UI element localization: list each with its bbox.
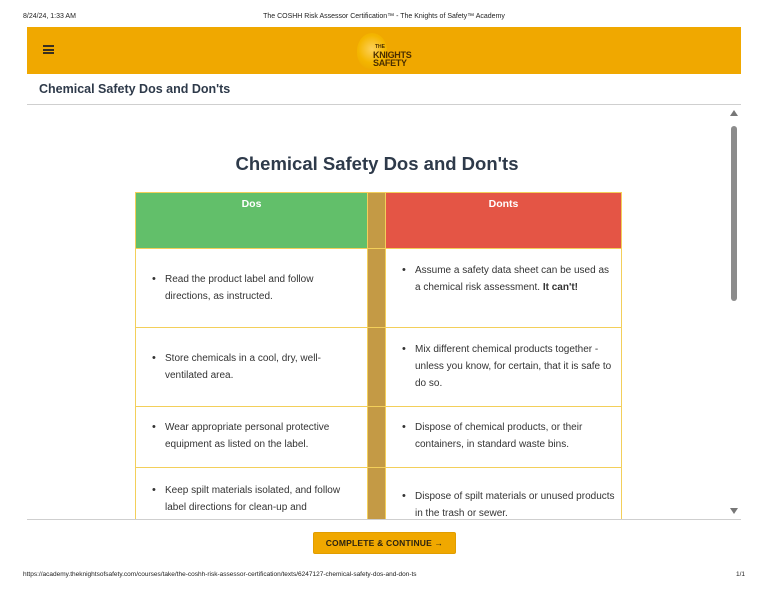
lesson-title: Chemical Safety Dos and Don'ts xyxy=(39,82,231,96)
print-page-number: 1/1 xyxy=(735,571,745,578)
do-item: • Store chemicals in a cool, dry, well-ventilated area. xyxy=(150,350,361,384)
dos-header: Dos xyxy=(136,193,368,249)
donts-header: Donts xyxy=(386,193,622,249)
dont-item xyxy=(400,262,615,296)
divider-header xyxy=(368,193,386,249)
print-header xyxy=(0,13,768,25)
divider-cell xyxy=(368,468,386,520)
dos-donts-table xyxy=(135,192,622,519)
dont-cell xyxy=(386,468,622,520)
table-row xyxy=(136,249,622,328)
print-date: 8/24/24, 1:33 AM xyxy=(23,13,76,20)
table-header-row xyxy=(136,193,622,249)
scroll-thumb[interactable] xyxy=(731,126,737,301)
logo-text: THE KNIGHTS SAFETY xyxy=(373,44,412,68)
scroll-up-arrow-icon[interactable] xyxy=(730,110,738,116)
do-cell xyxy=(136,407,368,468)
top-bar xyxy=(27,27,741,74)
dont-emphasis: It can't! xyxy=(542,282,578,293)
table-row xyxy=(136,468,622,520)
do-cell xyxy=(136,468,368,520)
dont-text: Assume a safety data sheet can be used as a chemical risk assessment. xyxy=(415,265,610,293)
dont-cell xyxy=(386,249,622,328)
do-cell xyxy=(136,249,368,328)
divider-cell xyxy=(368,407,386,468)
do-cell xyxy=(136,328,368,407)
print-url: https://academy.theknightsofsafety.com/courses/take/the-coshh-risk-assessor-certification/texts/6247127-chemical-safety-dos-and-don-ts xyxy=(23,571,417,578)
divider-cell xyxy=(368,328,386,407)
do-item: • Keep spilt materials isolated, and follow label directions for clean-up and xyxy=(150,482,361,516)
dont-item: • Mix different chemical products together - unless you know, for certain, that it is safe to do so. xyxy=(400,341,615,392)
lesson-content xyxy=(27,105,741,519)
footer-divider xyxy=(27,519,741,520)
hamburger-icon[interactable] xyxy=(43,45,54,54)
dont-cell xyxy=(386,328,622,407)
dont-item: • Dispose of chemical products, or their containers, in standard waste bins. xyxy=(400,419,615,453)
table-row xyxy=(136,328,622,407)
complete-continue-button[interactable]: COMPLETE & CONTINUE → xyxy=(313,532,456,554)
knights-of-safety-logo[interactable] xyxy=(355,32,415,70)
do-item: • Wear appropriate personal protective equipment as listed on the label. xyxy=(150,419,361,453)
do-item: • Read the product label and follow directions, as instructed. xyxy=(150,271,361,305)
dont-cell xyxy=(386,407,622,468)
content-heading: Chemical Safety Dos and Don'ts xyxy=(235,153,519,174)
table-row xyxy=(136,407,622,468)
dont-item: • Dispose of spilt materials or unused products in the trash or sewer. xyxy=(400,488,615,519)
content-scrollbar[interactable] xyxy=(728,110,740,514)
divider-cell xyxy=(368,249,386,328)
print-page-title: The COSHH Risk Assessor Certification™ - The Knights of Safety™ Academy xyxy=(263,13,505,20)
scroll-down-arrow-icon[interactable] xyxy=(730,508,738,514)
